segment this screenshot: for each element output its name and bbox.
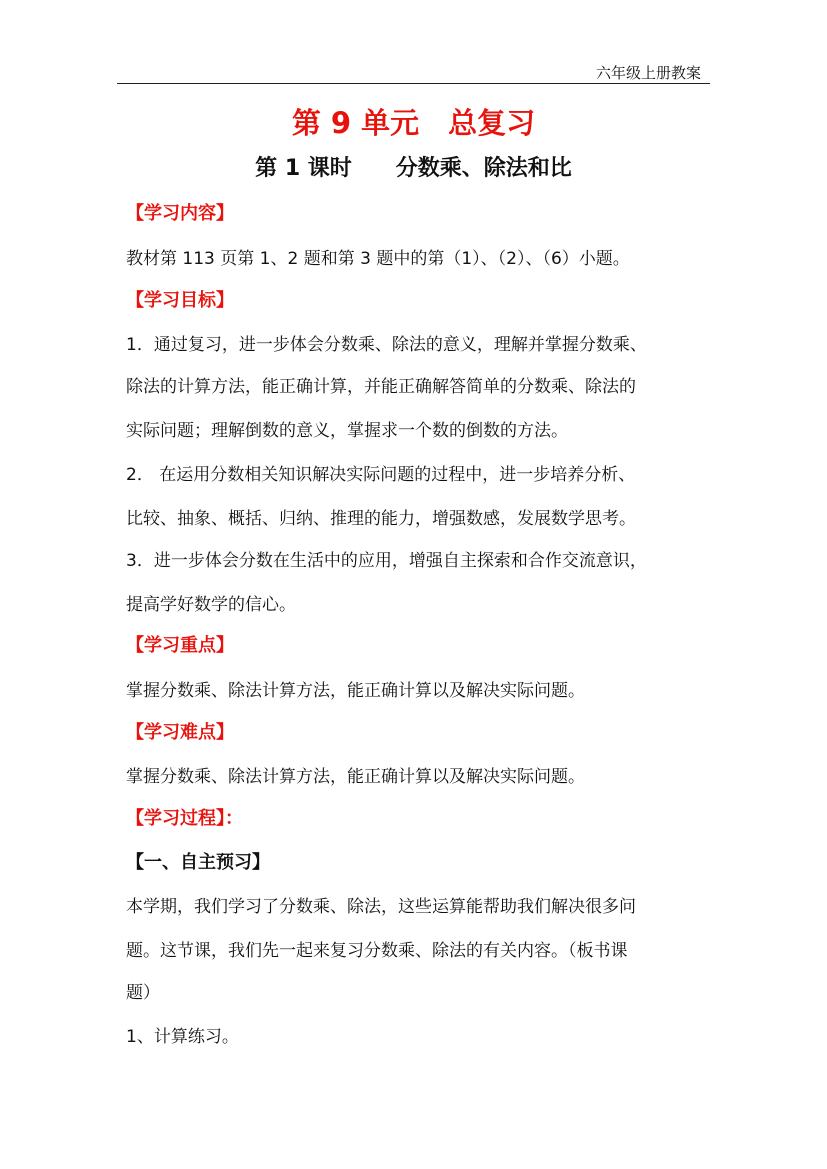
header-divider <box>117 83 710 84</box>
unit-title: 第 9 单元 总复习 <box>291 106 536 140</box>
sub-heading-self-study: 【一、自主预习】 <box>126 852 270 873</box>
paragraph-line: 教材第 113 页第 1、2 题和第 3 题中的第（1）、（2）、（6）小题。 <box>126 249 630 269</box>
header-text: 六年级上册教案 <box>595 64 701 82</box>
lesson-subtitle: 第 1 课时 分数乘、除法和比 <box>255 156 572 181</box>
paragraph-line: 1．通过复习，进一步体会分数乘、除法的意义，理解并掌握分数乘、 <box>126 335 647 355</box>
section-heading-content: 【学习内容】 <box>126 203 234 224</box>
section-heading-key-points: 【学习重点】 <box>126 635 234 656</box>
paragraph-line: 掌握分数乘、除法计算方法，能正确计算以及解决实际问题。 <box>126 767 585 787</box>
section-heading-process: 【学习过程】： <box>126 808 243 829</box>
paragraph-line: 比较、抽象、概括、归纳、推理的能力，增强数感，发展数学思考。 <box>126 509 636 529</box>
section-heading-difficulties: 【学习难点】 <box>126 722 234 743</box>
paragraph-line: 2． 在运用分数相关知识解决实际问题的过程中，进一步培养分析、 <box>126 465 636 485</box>
paragraph-line: 1、计算练习。 <box>126 1027 239 1047</box>
paragraph-line: 提高学好数学的信心。 <box>126 595 296 615</box>
paragraph-line: 除法的计算方法，能正确计算，并能正确解答简单的分数乘、除法的 <box>126 377 636 397</box>
paragraph-line: 实际问题；理解倒数的意义，掌握求一个数的倒数的方法。 <box>126 421 568 441</box>
paragraph-line: 掌握分数乘、除法计算方法，能正确计算以及解决实际问题。 <box>126 681 585 701</box>
section-heading-goals: 【学习目标】 <box>126 290 234 311</box>
paragraph-line: 题。这节课，我们先一起来复习分数乘、除法的有关内容。（板书课 <box>126 941 628 961</box>
paragraph-line: 题） <box>126 983 160 1003</box>
paragraph-line: 本学期，我们学习了分数乘、除法，这些运算能帮助我们解决很多问 <box>126 897 636 917</box>
paragraph-line: 3．进一步体会分数在生活中的应用，增强自主探索和合作交流意识， <box>126 551 647 571</box>
